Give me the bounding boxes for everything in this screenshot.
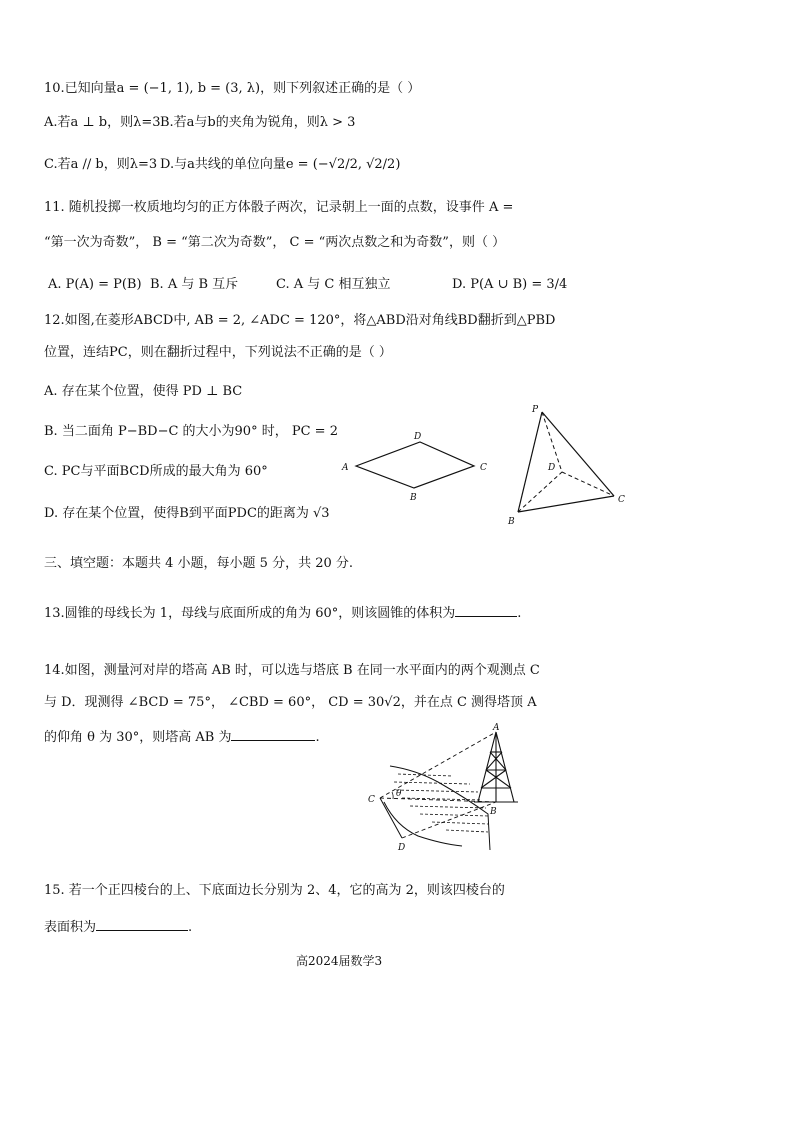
q14-line2: 与 D．现测得 ∠BCD = 75°， ∠CBD = 60°， CD = 30√2，并在点 C 测得塔顶 A [44, 695, 537, 710]
tower-label-b: B [490, 807, 497, 817]
rhombus-figure [336, 430, 496, 502]
line-db [402, 802, 496, 838]
q13-stem-text: 13.圆锥的母线长为 1，母线与底面所成的角为 60°，则该圆锥的体积为 [44, 606, 456, 621]
edge-bc [518, 496, 614, 512]
edge-pc [542, 412, 614, 496]
q13-answer-blank[interactable] [455, 604, 517, 617]
q14-answer-blank[interactable] [231, 728, 315, 741]
q14-line3-text: 的仰角 θ 为 30°，则塔高 AB 为 [44, 730, 232, 745]
q13-end: . [517, 606, 522, 621]
line-cd [380, 798, 402, 838]
rhombus-label-d: D [414, 432, 422, 442]
edge-dc [562, 472, 614, 496]
q11-option-b: B. A 与 B 互斥 [150, 277, 239, 292]
q11-option-a: A. P(A) = P(B) [48, 277, 142, 292]
q10-option-a: A.若a ⊥ b，则λ=3 [44, 115, 161, 130]
q15-line2-text: 表面积为 [44, 920, 97, 935]
q10-stem: 10.已知向量a = (−1, 1), b = (3, λ)，则下列叙述正确的是（ ） [44, 81, 421, 96]
q10-option-d: D.与a共线的单位向量e = (−√2/2, √2/2) [160, 157, 401, 172]
section-3-heading: 三、填空题：本题共 4 小题，每小题 5 分，共 20 分. [44, 556, 354, 571]
rhombus-label-b: B [410, 493, 417, 503]
q14-line1: 14.如图，测量河对岸的塔高 AB 时，可以选与塔底 B 在同一水平面内的两个观测点 C [44, 663, 540, 678]
q11-stem-line1: 11. 随机投掷一枚质地均匀的正方体骰子两次，记录朝上一面的点数，设事件 A = [44, 200, 514, 215]
tower-figure [366, 722, 526, 852]
tower-structure [474, 732, 518, 802]
tower-label-d: D [398, 843, 406, 853]
q10-option-c: C.若a // b，则λ=3 [44, 157, 158, 172]
tetra-label-b: B [508, 517, 515, 527]
rhombus-label-c: C [480, 463, 487, 473]
river-bank-near [384, 802, 462, 846]
q15-line1: 15. 若一个正四棱台的上、下底面边长分别为 2、4，它的高为 2，则该四棱台的 [44, 883, 505, 898]
q15-line2 [44, 918, 192, 937]
tower-label-theta: θ [396, 789, 402, 799]
q12-stem-line2: 位置，连结PC，则在翻折过程中，下列说法不正确的是（ ） [44, 345, 392, 360]
q15-answer-blank[interactable] [96, 918, 188, 931]
rhombus-shape [356, 442, 474, 488]
river-hatching [394, 774, 488, 832]
tetrahedron-figure [500, 400, 640, 530]
q12-option-d: D. 存在某个位置，使得B到平面PDC的距离为 √3 [44, 506, 330, 521]
tetra-label-c: C [618, 495, 625, 505]
rhombus-label-a: A [342, 463, 349, 473]
q12-stem-line1: 12.如图,在菱形ABCD中, AB = 2, ∠ADC = 120°，将△ABD沿对角线BD翻折到△PBD [44, 313, 556, 328]
q11-stem-line2: “第一次为奇数”， B = “第二次为奇数”， C = “两次点数之和为奇数”，则（ ） [44, 235, 506, 250]
tetra-label-p: P [532, 405, 539, 415]
tower-label-a: A [493, 723, 500, 733]
q15-end: . [188, 920, 193, 935]
q12-option-c: C. PC与平面BCD所成的最大角为 60° [44, 464, 268, 479]
edge-pb [518, 412, 542, 512]
tetra-label-d: D [548, 463, 556, 473]
q12-option-b: B. 当二面角 P−BD−C 的大小为90° 时， PC = 2 [44, 424, 338, 439]
page-footer: 高2024届数学3 [296, 954, 383, 968]
q11-option-c: C. A 与 C 相互独立 [276, 277, 391, 292]
q14-end: . [315, 730, 320, 745]
q12-option-a: A. 存在某个位置，使得 PD ⊥ BC [44, 384, 243, 399]
angle-theta-arc [392, 792, 393, 799]
q14-line3 [44, 728, 320, 747]
q10-option-b: B.若a与b的夹角为锐角，则λ > 3 [160, 115, 356, 130]
q13-stem [44, 604, 521, 623]
tower-label-c: C [368, 795, 375, 805]
q11-option-d: D. P(A ∪ B) = 3/4 [452, 277, 568, 292]
